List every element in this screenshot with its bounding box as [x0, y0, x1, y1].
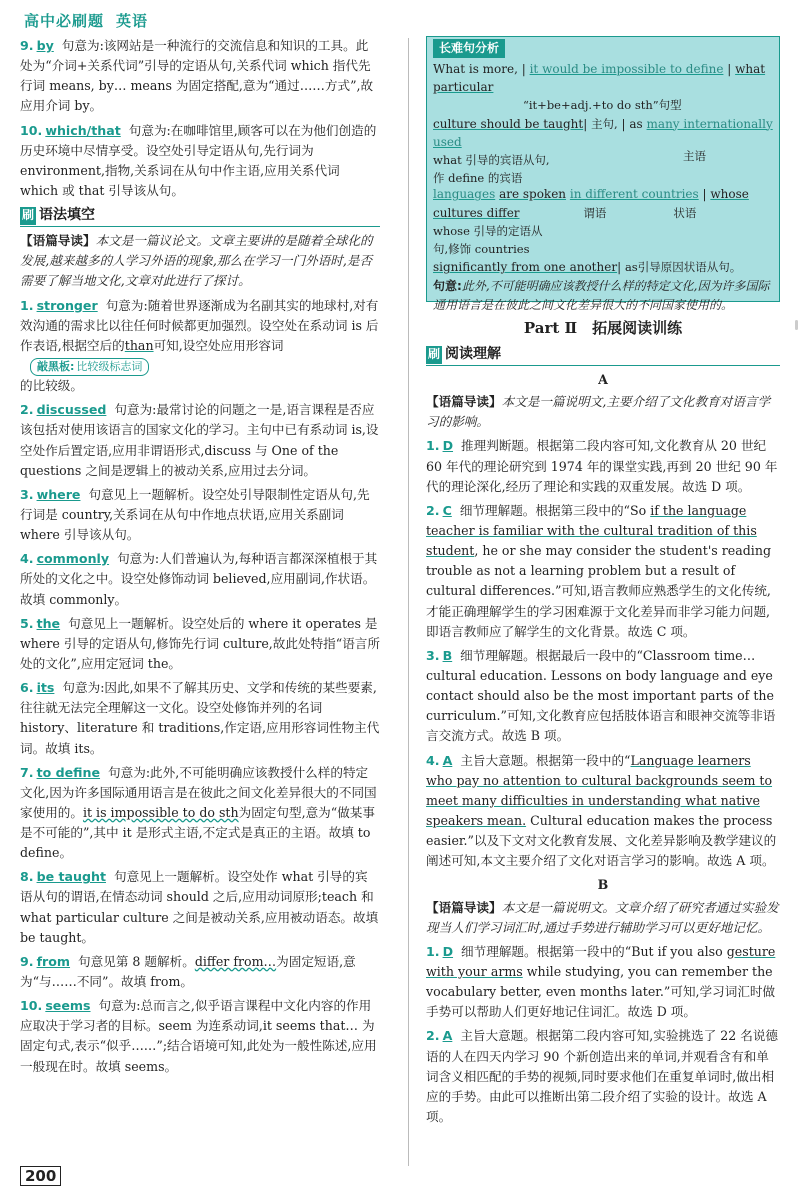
passage-a-guide — [426, 392, 780, 432]
analysis-clause: culture should be taught — [433, 116, 584, 131]
item-answer: stronger — [36, 297, 98, 313]
analysis-text: What is more, — [433, 61, 518, 76]
answer-item-1 — [20, 296, 380, 397]
item-number: 2. — [426, 1028, 440, 1044]
quoted-underline: gesture with your arms — [426, 943, 776, 979]
analysis-clause: languages — [433, 187, 496, 202]
analysis-annotation: 主语 — [683, 148, 706, 163]
item-number: 10. — [20, 998, 43, 1014]
page-number: 200 — [20, 1166, 61, 1186]
item-explanation: 细节理解题。根据第一段中的“But if you also — [461, 943, 727, 959]
subject-label: 英语 — [116, 12, 149, 30]
page-header — [24, 9, 148, 33]
item-explanation-cont: 可知,设空处应用形容词 — [153, 337, 284, 353]
item-explanation: 推理判断题。根据第二段内容可知,文化教育从 20 世纪 60 年代的理论研究到 1974 年的课堂实践,再到 20 世纪 90 年代的理论深化,经历了理论和实践的双重发展。故选 D 项。 — [426, 438, 778, 494]
book-title: 高中必刷题 — [24, 12, 105, 30]
answer-item-8 — [20, 867, 380, 948]
item-number: 7. — [20, 764, 34, 780]
item-explanation: 句意见第 8 题解析。 — [78, 953, 195, 969]
item-number: 8. — [20, 869, 34, 885]
answer-item-9 — [20, 36, 380, 117]
reading-a-item-2 — [426, 501, 780, 642]
item-answer: its — [36, 680, 55, 696]
item-answer: D — [442, 943, 454, 959]
item-answer: the — [36, 615, 61, 631]
analysis-clause: it would be impossible to define — [529, 61, 724, 76]
analysis-clause: in different countries — [569, 187, 699, 202]
guide-text: 本文是一篇议论文。文章主要讲的是随着全球化的发展,越来越多的人学习外语的现象,那么在学习一门外语时,是否需要了解当地文化,文章对此进行了探讨。 — [20, 233, 373, 289]
reading-a-item-1 — [426, 436, 780, 496]
item-number: 4. — [426, 752, 440, 768]
reading-b-item-2 — [426, 1026, 780, 1127]
passage-b-label: B — [597, 877, 609, 893]
analysis-clause: significantly from one another — [433, 260, 618, 275]
item-answer: C — [442, 502, 452, 518]
part-title: Part Ⅱ 拓展阅读训练 — [523, 319, 683, 337]
item-number: 2. — [20, 402, 34, 418]
item-explanation: 句意为:在咖啡馆里,顾客可以在为他们创造的历史环境中尽情享受。设空处引导定语从句,先行词为 environment,指物,关系词在从句中作主语,应用关系代词 which 或 that 引导该从句。 — [20, 122, 377, 198]
item-number: 1. — [20, 297, 34, 313]
tip-label: 敲黑板: — [37, 359, 75, 373]
reading-b-item-1 — [426, 942, 780, 1023]
tip-text: 比较级标志词 — [76, 359, 143, 373]
section-heading-reading — [426, 344, 780, 366]
analysis-annotation: 主句, — [591, 116, 618, 131]
item-explanation-end: 的比较级。 — [20, 378, 83, 394]
long-sentence-analysis-box — [426, 36, 780, 312]
item-explanation: 细节理解题。根据最后一段中的“Classroom time… cultural education. Lessons on body language and eye contact should also be the most important parts of the curriculum.”可知,文化教育应包括肢体语言和眼神交流等非语言交流方式。故选 B 项。 — [426, 647, 776, 744]
passage-b-guide — [426, 898, 780, 938]
keyword-than: than — [124, 337, 154, 353]
analysis-meaning — [433, 277, 773, 314]
passage-a-label: A — [598, 372, 608, 387]
item-answer: B — [442, 647, 453, 663]
guide-label: 【语篇导读】 — [426, 394, 502, 410]
item-answer: from — [36, 953, 71, 969]
analysis-line-1: What is more, | it would be impossible to define | what particular “it+be+adj.+to do sth”句型 — [433, 60, 773, 115]
item-explanation: 句意为:人们普遍认为,每种语言都深深植根于其所处的文化之中。设空处修饰动词 believed,应用副词,作状语。故填 commonly。 — [20, 551, 378, 607]
answer-item-5 — [20, 614, 380, 674]
reading-a-item-4 — [426, 751, 780, 872]
quoted-underline: if the language teacher is familiar with the cultural tradition of this student — [426, 502, 757, 559]
guide-text: 本文是一篇说明文,主要介绍了文化教育对语言学习的影响。 — [426, 394, 771, 430]
item-explanation: 句意为:该网站是一种流行的交流信息和知识的工具。此处为“介词+关系代词”引导的定语从句,关系代词 which 指代先行词 means, by… means 为固定搭配,意为“通过……方式”,故应用介词 by。 — [20, 38, 374, 114]
item-answer: commonly — [36, 551, 110, 567]
guide-label: 【语篇导读】 — [426, 899, 502, 915]
item-answer: where — [36, 486, 81, 502]
section-heading-grammar — [20, 205, 380, 227]
answer-item-9b — [20, 952, 380, 992]
highlighted-phrase: it is impossible to do sth — [82, 804, 239, 820]
item-number: 2. — [426, 502, 440, 518]
guide-label: 【语篇导读】 — [20, 233, 96, 249]
answer-item-4 — [20, 549, 380, 609]
analysis-annotation: 状语 — [673, 206, 697, 221]
quoted-underline: Language learners who pay no attention to cultural backgrounds seem to meet many difficulties in understanding what native speakers mean. — [426, 752, 773, 828]
item-explanation: 句意见上一题解析。设空处后的 where it operates 是 where 引导的定语从句,修饰先行词 culture,故此处特指“语言所处的文化”,应用定冠词 the。 — [20, 615, 380, 671]
section-title: 语法填空 — [39, 207, 95, 224]
highlighted-phrase: differ from… — [194, 953, 277, 969]
item-number: 3. — [426, 647, 440, 663]
item-explanation-cont: 为固定短语,意为“与……不同”。故填 from。 — [20, 953, 356, 990]
item-explanation: 句意为:此外,不可能明确应该教授什么样的特定文化,因为许多国际通用语言是在彼此之间文化差异很大的不同国家使用的。 — [20, 764, 377, 820]
item-explanation-cont: 为固定句型,意为“做某事是不可能的”,其中 it 是形式主语,不定式是真正的主语。故填 to define。 — [20, 804, 375, 861]
item-number: 9. — [20, 953, 34, 969]
analysis-clause: what particular — [433, 61, 766, 95]
item-answer: A — [442, 1028, 453, 1044]
analysis-annotation: 谓语 — [583, 206, 607, 221]
item-answer: seems — [45, 998, 91, 1014]
item-answer: A — [442, 752, 453, 768]
section-badge: 刷 — [20, 207, 36, 225]
meaning-text: 此外,不可能明确应该教授什么样的特定文化,因为许多国际通用语言是在彼此之间文化差异很大的不同国家使用的。 — [433, 279, 770, 312]
analysis-clause: whose cultures differ — [433, 187, 749, 221]
item-number: 5. — [20, 615, 34, 631]
item-explanation: 细节理解题。根据第三段中的“So — [459, 502, 651, 518]
analysis-annotation: “it+be+adj.+to do sth”句型 — [523, 97, 682, 112]
item-answer: which/that — [45, 122, 121, 138]
item-explanation-cont: , he or she may consider the student's reading trouble as not a learning problem but a result of cultural differences.”可知,语言教师应熟悉学生的文化传统,才能正确理解学生的学习困难源于文化差异而非学习能力问题,即语言教师应了解学生的文化背景。故选 C 项。 — [426, 543, 772, 639]
answer-item-10b — [20, 996, 380, 1077]
item-explanation: 句意为:总而言之,似乎语言课程中文化内容的作用应取决于学习者的目标。seem 为连系动词,it seems that… 为固定句式,表示“似乎……”;结合语境可知,此处为一般性陈述,应用一般现在时。故填 seems。 — [20, 998, 377, 1074]
meaning-label: 句意: — [433, 279, 462, 294]
analysis-text: as — [629, 116, 643, 131]
item-number: 1. — [426, 943, 440, 959]
analysis-line-2: culture should be taught| 主句, | as many internationally used what 引导的宾语从句, 作 define 的宾语 主语 — [433, 115, 773, 166]
passage-guide — [20, 231, 380, 291]
item-answer: to define — [36, 764, 101, 780]
analysis-annotation: 作 define 的宾语 — [433, 170, 523, 185]
item-explanation: 句意为:因此,如果不了解其历史、文学和传统的某些要素,往往就无法完全理解这一文化。设空处修饰并列的名词 history、literature 和 traditions,作定语,应用形容词性物主代词。故填 its。 — [20, 680, 380, 756]
answer-item-7 — [20, 763, 380, 864]
item-explanation: 句意为:随着世界逐渐成为名副其实的地球村,对有效沟通的需求比以往任何时候都更加强烈。设空处在系动词 is 后作表语,根据空后的 — [20, 297, 379, 353]
tip-box — [30, 358, 149, 376]
analysis-annotation: whose 引导的定语从句,修饰 countries — [433, 223, 543, 256]
item-answer: discussed — [36, 402, 107, 418]
item-number: 1. — [426, 438, 440, 454]
analysis-annotation: what 引导的宾语从句, — [433, 153, 550, 167]
analysis-line-3: languages are spoken in different countries | whose cultures differ 谓语 状语whose 引导的定语从句,修饰 countries — [433, 185, 773, 258]
answer-item-3 — [20, 485, 380, 545]
analysis-clause: are spoken — [499, 187, 567, 202]
answer-item-10 — [20, 121, 380, 202]
section-badge: 刷 — [426, 346, 442, 364]
answer-item-2 — [20, 400, 380, 481]
analysis-annotation: as引导原因状语从句。 — [624, 260, 742, 275]
item-answer: be taught — [36, 869, 106, 885]
analysis-title: 长难句分析 — [433, 39, 505, 58]
item-number: 3. — [20, 486, 34, 502]
reading-a-item-3 — [426, 646, 780, 747]
item-explanation: 句意见上一题解析。设空处引导限制性定语从句,先行词是 country,关系词在从句中作地点状语,应用关系副词 where 引导该从句。 — [20, 486, 370, 543]
item-explanation-cont: Cultural education makes the process easier.”以及下文对文化教育发展、文化差异影响及教学建议的阐述可知,本文主要介绍了文化对语言学习的影响。故选 A 项。 — [426, 812, 777, 869]
item-answer: by — [36, 38, 54, 53]
item-explanation: 主旨大意题。根据第二段内容可知,实验挑选了 22 名说德语的人在四天内学习 90 个新创造出来的单词,并观看含有和单词含义相匹配的手势的视频,同时要求他们在重复单词时,做出相应的手势。由此可以推断出第二段介绍了实验的设计。故选 A 项。 — [426, 1028, 779, 1124]
analysis-clause: many internationally used — [433, 116, 773, 150]
analysis-line-4: significantly from one another| as引导原因状语从句。 — [433, 260, 742, 275]
column-divider — [408, 38, 409, 1166]
item-number: 9. — [20, 38, 34, 53]
item-answer: D — [442, 438, 454, 454]
scrollbar-thumb[interactable] — [795, 320, 798, 330]
right-column — [426, 36, 780, 1131]
item-number: 6. — [20, 680, 34, 696]
item-number: 10. — [20, 122, 43, 138]
item-explanation: 句意为:最常讨论的问题之一是,语言课程是否应该包括对使用该语言的国家文化的学习。主句中已有系动词 is,设空处作后置定语,应用非谓语形式,discuss 与 One of the questions 之间是逻辑上的被动关系,应用过去分词。 — [20, 402, 379, 478]
section-title: 阅读理解 — [445, 346, 501, 363]
left-column — [20, 36, 380, 1081]
item-explanation: 句意见上一题解析。设空处作 what 引导的宾语从句的谓语,在情态动词 should 之后,应用动词原形;teach 和 what particular culture 之间是被动关系,应用被动语态。故填 be taught。 — [20, 869, 379, 945]
guide-text: 本文是一篇说明文。文章介绍了研究者通过实验发现当人们学习词汇时,通过手势进行辅助学习可以更好地记忆。 — [426, 899, 779, 935]
item-explanation-cont: while studying, you can remember the vocabulary better, even months later.”可知,学习词汇时做手势可以帮助人们更好地记住词汇。故选 D 项。 — [426, 963, 776, 1020]
item-explanation: 主旨大意题。根据第一段中的“ — [460, 752, 631, 768]
item-number: 4. — [20, 551, 34, 567]
answer-item-6 — [20, 678, 380, 759]
